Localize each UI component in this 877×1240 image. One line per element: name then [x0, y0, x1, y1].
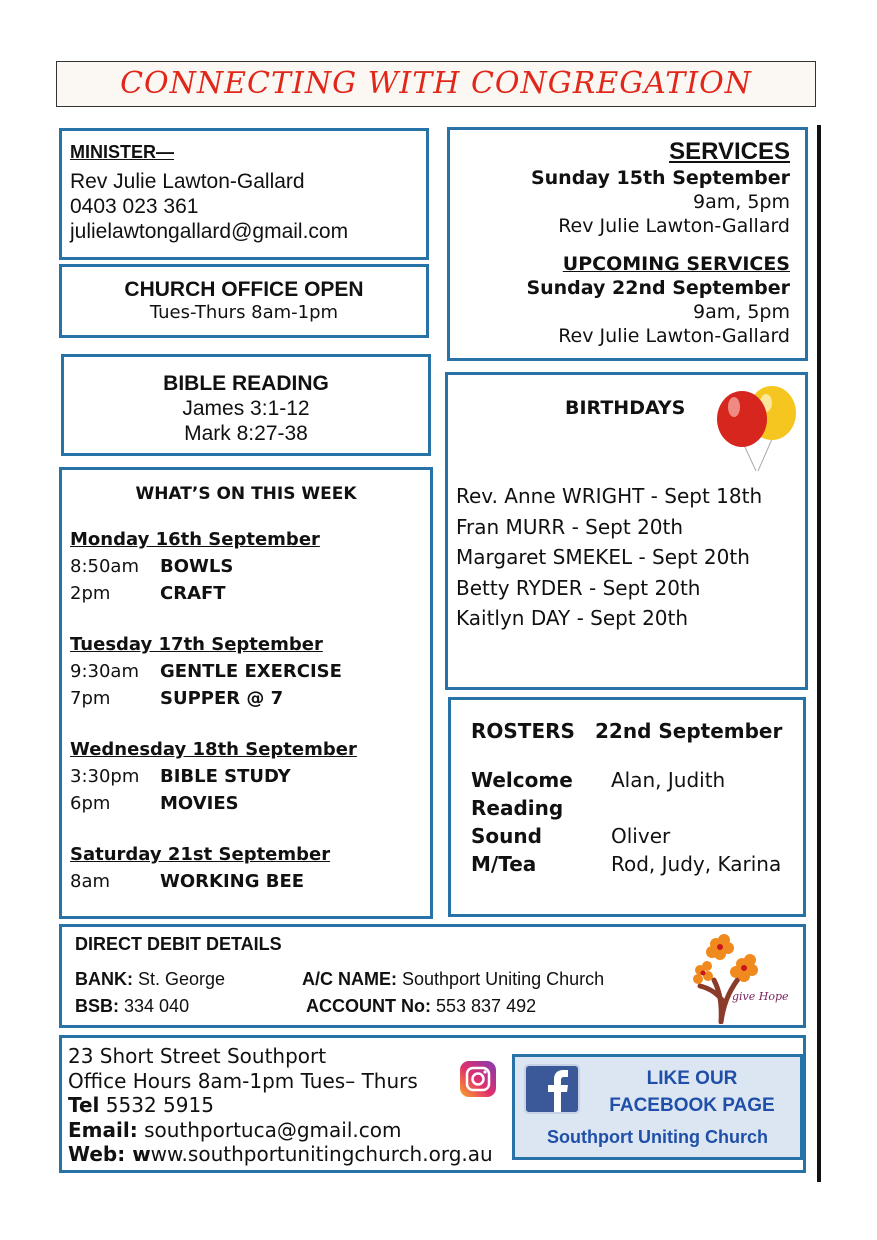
debit-acname	[302, 969, 604, 990]
contact-web	[68, 1142, 493, 1167]
direct-debit-box	[59, 924, 806, 1028]
event-time: 9:30am	[70, 661, 139, 682]
bible-reading-box	[61, 354, 431, 456]
office-hours: Tues-Thurs 8am-1pm	[149, 302, 339, 323]
day-block	[70, 526, 430, 607]
list-item: Margaret SMEKEL - Sept 20th	[456, 545, 750, 569]
event-row	[70, 553, 430, 580]
event-row	[70, 658, 430, 685]
event-time: 6pm	[70, 793, 111, 814]
tel-value[interactable]: 5532 5915	[105, 1093, 214, 1117]
event-row	[70, 790, 430, 817]
web-value[interactable]: ww.southportunitingchurch.org.au	[150, 1142, 493, 1166]
contact-office-hours: Office Hours 8am-1pm Tues– Thurs	[68, 1068, 418, 1093]
debit-bsb	[75, 996, 189, 1017]
acname-value: Southport Uniting Church	[402, 969, 605, 989]
event-row	[70, 685, 430, 712]
bsb-value: 334 040	[124, 996, 190, 1016]
service-date: Sunday 15th September	[530, 167, 790, 189]
give-hope-logo-icon	[686, 930, 796, 1024]
tel-label: Tel	[68, 1093, 100, 1117]
whats-on-box	[59, 467, 433, 919]
event-time: 3:30pm	[70, 766, 140, 787]
facebook-page-name[interactable]: Southport Uniting Church	[547, 1127, 768, 1147]
list-item: Rev. Anne WRIGHT - Sept 18th	[456, 484, 763, 508]
rosters-date: 22nd September	[595, 719, 783, 743]
minister-email[interactable]: julielawtongallard@gmail.com	[70, 220, 349, 243]
upcoming-date: Sunday 22nd September	[526, 277, 790, 299]
facebook-line2: FACEBOOK PAGE	[609, 1095, 775, 1116]
bsb-label: BSB:	[75, 996, 119, 1016]
birthdays-box	[445, 372, 808, 690]
list-item: Fran MURR - Sept 20th	[456, 514, 684, 539]
event-name: BIBLE STUDY	[160, 766, 291, 787]
service-times: 9am, 5pm	[693, 191, 790, 213]
event-row	[70, 763, 430, 790]
roster-row	[471, 766, 803, 794]
vertical-divider	[817, 125, 821, 1182]
roster-names: Rod, Judy, Karina	[611, 852, 782, 876]
list-item: Betty RYDER - Sept 20th	[456, 575, 701, 600]
minister-phone[interactable]: 0403 023 361	[70, 195, 199, 218]
event-time: 7pm	[70, 688, 111, 709]
contact-tel	[68, 1093, 493, 1118]
day-heading: Monday 16th September	[70, 529, 320, 550]
list-item: Kaitlyn DAY - Sept 20th	[456, 606, 689, 630]
minister-box	[59, 128, 429, 260]
upcoming-minister: Rev Julie Lawton-Gallard	[558, 325, 790, 347]
upcoming-times: 9am, 5pm	[693, 301, 790, 323]
event-time: 8am	[70, 871, 111, 892]
balloons-icon	[714, 383, 802, 473]
debit-bank	[75, 969, 225, 990]
bible-reading-1: James 3:1-12	[182, 397, 310, 420]
roster-role: Reading	[471, 796, 564, 820]
roster-role: Sound	[471, 824, 542, 848]
acname-label: A/C NAME:	[302, 969, 397, 989]
day-block	[70, 631, 430, 712]
event-row	[70, 580, 430, 607]
services-box	[447, 127, 808, 361]
minister-heading: MINISTER—	[70, 142, 175, 162]
bank-value: St. George	[138, 969, 226, 989]
day-block	[70, 841, 430, 895]
instagram-icon[interactable]	[459, 1060, 497, 1098]
roster-row	[471, 822, 803, 850]
give-hope-text: give Hope	[732, 990, 789, 1003]
upcoming-heading: UPCOMING SERVICES	[562, 253, 790, 275]
event-time: 2pm	[70, 583, 111, 604]
service-minister: Rev Julie Lawton-Gallard	[558, 215, 790, 237]
roster-role: M/Tea	[471, 852, 537, 876]
birthday-list	[456, 481, 762, 634]
roster-names: Oliver	[611, 824, 671, 848]
church-office-box	[59, 264, 429, 338]
contact-details	[68, 1044, 493, 1167]
services-heading: SERVICES	[669, 138, 790, 165]
bible-reading-2: Mark 8:27-38	[184, 422, 308, 445]
contact-email	[68, 1118, 493, 1143]
bank-label: BANK:	[75, 969, 133, 989]
day-heading: Saturday 21st September	[70, 844, 331, 865]
facebook-line1: LIKE OUR	[646, 1068, 738, 1089]
day-heading: Tuesday 17th September	[70, 634, 323, 655]
day-block	[70, 736, 430, 817]
event-name: BOWLS	[160, 556, 234, 577]
roster-row	[471, 850, 803, 878]
contact-address: 23 Short Street Southport	[68, 1044, 327, 1068]
roster-role: Welcome	[471, 768, 573, 792]
email-label: Email:	[68, 1117, 138, 1142]
contact-box	[59, 1035, 806, 1173]
event-name: GENTLE EXERCISE	[160, 661, 342, 682]
page-title: CONNECTING WITH CONGREGATION	[56, 61, 816, 107]
rosters-box	[448, 697, 806, 917]
roster-row	[471, 794, 803, 822]
debit-account	[306, 996, 536, 1017]
acno-label: ACCOUNT No:	[306, 996, 431, 1016]
birthdays-heading: BIRTHDAYS	[565, 397, 686, 419]
day-heading: Wednesday 18th September	[70, 739, 357, 760]
bible-heading: BIBLE READING	[163, 372, 329, 395]
minister-name: Rev Julie Lawton-Gallard	[70, 170, 305, 193]
facebook-icon[interactable]	[524, 1064, 580, 1114]
rosters-header	[471, 718, 803, 744]
event-name: WORKING BEE	[160, 871, 305, 892]
event-name: MOVIES	[160, 793, 239, 814]
office-heading: CHURCH OFFICE OPEN	[124, 278, 364, 301]
whats-on-heading: WHAT’S ON THIS WEEK	[135, 484, 357, 504]
rosters-heading: ROSTERS	[471, 719, 575, 743]
facebook-panel[interactable]	[512, 1054, 803, 1160]
acno-value: 553 837 492	[436, 996, 537, 1016]
event-name: CRAFT	[160, 583, 226, 604]
facebook-callout	[587, 1065, 797, 1119]
roster-names: Alan, Judith	[611, 768, 726, 792]
event-name: SUPPER @ 7	[160, 688, 284, 709]
email-value[interactable]: southportuca@gmail.com	[144, 1117, 402, 1142]
web-label: Web: w	[68, 1142, 151, 1166]
event-time: 8:50am	[70, 556, 139, 577]
debit-heading: DIRECT DEBIT DETAILS	[75, 934, 282, 954]
event-row	[70, 868, 430, 895]
